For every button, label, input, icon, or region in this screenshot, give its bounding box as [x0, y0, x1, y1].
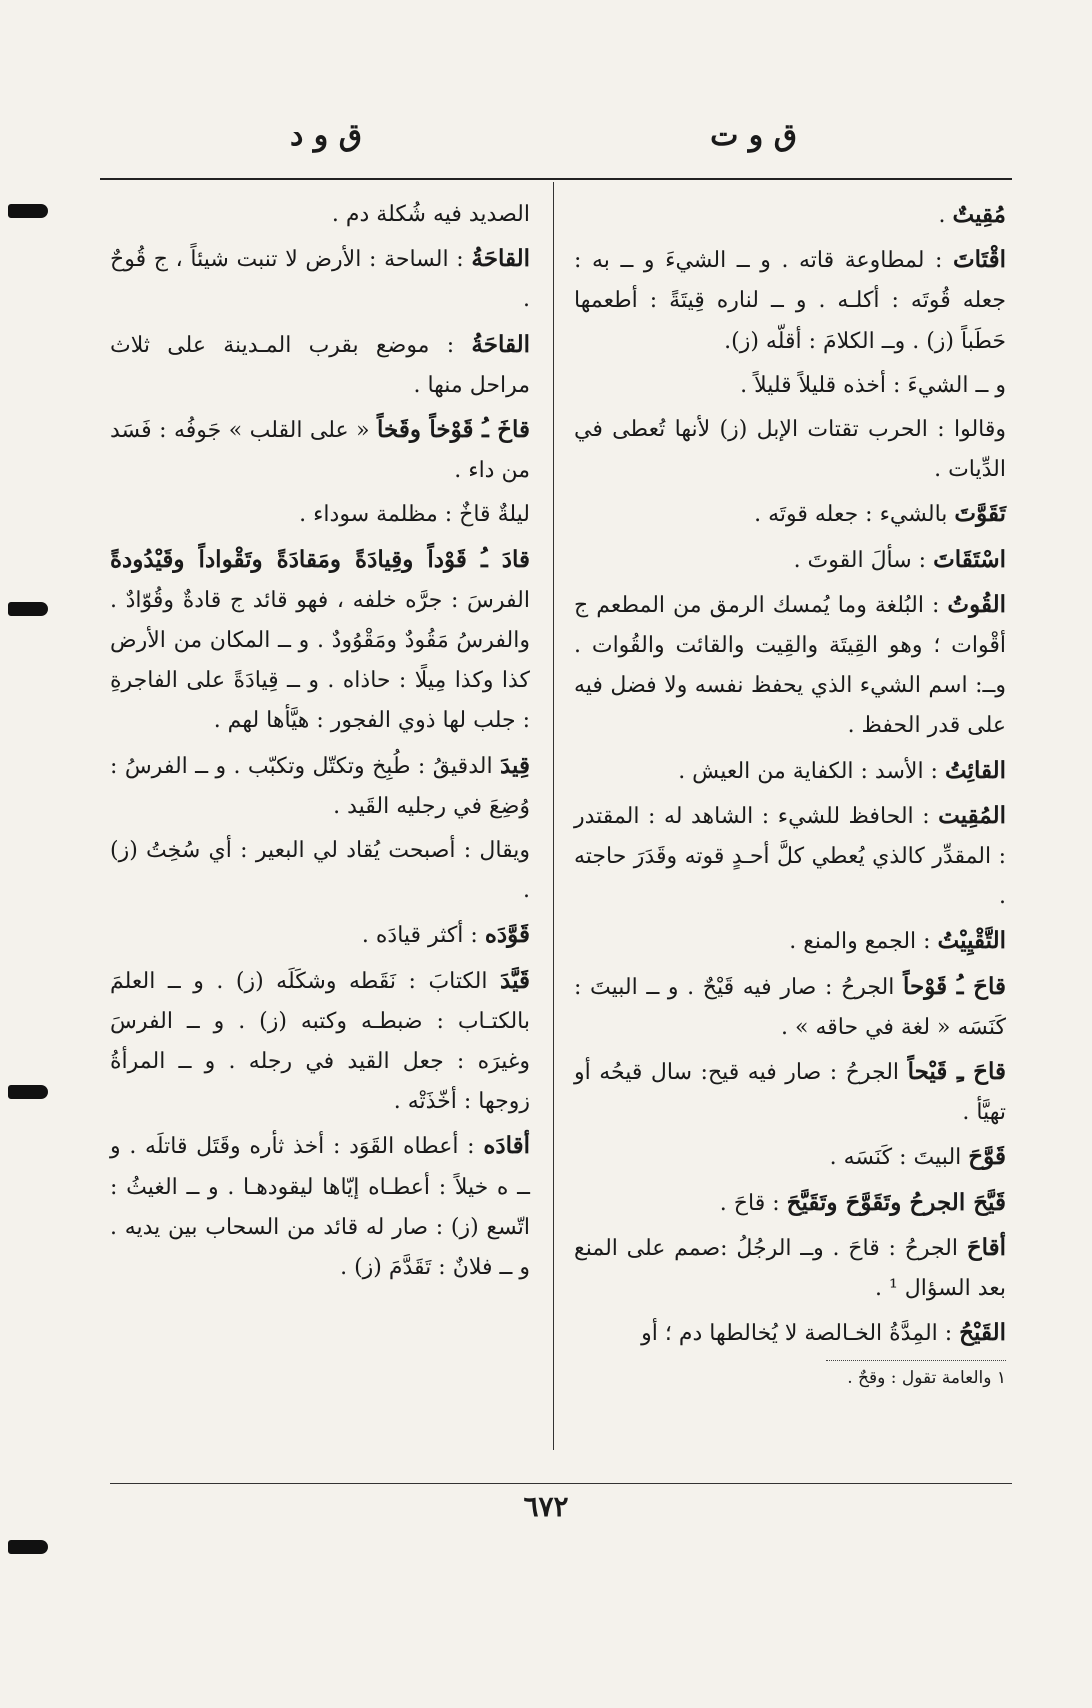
entry-definition: : الساحة : الأرض لا تنبت شيئاً ، ج قُوحٌ .: [110, 247, 530, 313]
entry-headword: اقْتَاتَ: [953, 246, 1006, 274]
entry-definition: : الجمع والمنع .: [789, 929, 931, 955]
entry-headword: قِيدَ: [499, 751, 530, 779]
entry-definition: « على القلب » جَوفُه : فَسَد من داء .: [110, 418, 530, 484]
entry-headword: القاحَةُ: [471, 330, 530, 358]
dictionary-entry: [574, 796, 1006, 918]
entry-definition: : المِدَّةُ الخـالصة لا يُخالطها دم ؛ أو: [641, 1321, 953, 1347]
footnote-rule: [826, 1360, 1006, 1361]
entry-definition: ويقال : أصبحت يُقاد لي البعير : أي سُخِتُ (ز) .: [110, 838, 530, 904]
entry-headword: قاحَ ـِ قَيْحاً: [907, 1058, 1006, 1086]
entry-definition: : موضع بقرب المـدينة على ثلاث مراحل منها .: [110, 332, 530, 398]
dictionary-entry: [574, 540, 1006, 581]
dictionary-entry: [574, 585, 1006, 747]
entry-headword: تَقَوَّتَ: [954, 500, 1006, 528]
entry-definition: الجرحُ : صار فيه قيح: سال قيحُه أو تهيَّأ .: [574, 1060, 1006, 1126]
entry-definition: : قاحَ .: [719, 1190, 780, 1216]
entry-headword: التَّقْيِيْتُ: [937, 927, 1006, 955]
footer-rule: [110, 1483, 1012, 1484]
entry-definition: : لمطاوعة قاته . و ــ الشيءَ و ــ به : جعله قُوتَه : أكلـه . و ــ لناره قِيتَةً : أطعمها حَطَباً (ز) . وــ الكلامَ : أقلّه (ز).: [574, 248, 1006, 354]
header-root-right: ق و ت: [710, 118, 797, 153]
entry-headword: قَوَّحَ: [968, 1143, 1006, 1171]
dictionary-entry: [110, 961, 530, 1123]
entry-headword: مُقِيتٌ: [952, 201, 1006, 228]
entry-definition: الجرحُ : صار فيه قَيْحٌ . و ــ البيتَ : كَنَسَه « لغة في حاقه » .: [574, 974, 1006, 1040]
entry-headword: قَيَّدَ: [500, 966, 531, 994]
dictionary-entry: [574, 494, 1006, 535]
dictionary-entry: [110, 495, 530, 535]
entry-definition: بالشيء : جعله قوتَه .: [754, 502, 948, 528]
entry-definition: .: [938, 203, 946, 228]
dictionary-entry: [574, 240, 1006, 362]
entry-definition: الكتابَ : نَقَطه وشكَلَه (ز) . و ــ العلمَ بالكتـاب : ضبطـه وكتبه (ز) . و ــ الفرسَ وغيرَه : جعل القيد في رجله . و ــ المرأةُ زوجها : أخّذَتْه .: [110, 968, 530, 1115]
running-header: [100, 118, 992, 168]
dictionary-entry: [110, 410, 530, 491]
dictionary-entry: [110, 1126, 530, 1288]
left-column: [110, 195, 530, 1445]
dictionary-entry: [574, 751, 1006, 792]
entry-definition: : أعطاه القَوَد : أخذ ثأره وقَتَل قاتلَه . و ــ ه خيلاً : أعطـاه إيّاها ليقودهـا . و ــ الغيثُ : اتّسع (ز) : صار له قائد من السحاب بين يديه . و ــ فلانٌ : تَقَدَّمَ (ز) .: [110, 1134, 530, 1281]
entry-definition: : الأسد : الكفاية من العيش .: [678, 758, 938, 784]
dictionary-entry: [574, 410, 1006, 490]
column-divider: [553, 182, 554, 1450]
header-rule: [100, 178, 1012, 180]
margin-mark: [8, 1540, 48, 1554]
entry-definition: : الحافظ للشيء : الشاهد له : المقتدر : المقدِّر كالذي يُعطي كلَّ أحـدٍ قوته وقَدَرَ حاجته .: [574, 803, 1006, 910]
dictionary-entry: [574, 921, 1006, 962]
dictionary-entry: [110, 540, 530, 742]
entry-headword: قاحَ ـُ قَوْحاً: [903, 972, 1006, 1000]
entry-definition: الصديد فيه شُكلة دم .: [331, 202, 530, 227]
dictionary-entry: [110, 746, 530, 827]
dictionary-entry: [574, 967, 1006, 1048]
entry-headword: أقادَه: [483, 1132, 530, 1160]
margin-mark: [8, 1085, 48, 1099]
entry-headword: القُوتُ: [947, 590, 1006, 618]
entry-headword: القائِتُ: [944, 756, 1006, 784]
entry-headword: اسْتَقَاتَ: [933, 545, 1006, 573]
entry-definition: : سألَ القوتَ .: [793, 547, 927, 573]
right-column: [574, 195, 1006, 1445]
entry-definition: ليلةٌ قاخٌ : مظلمة سوداء .: [299, 502, 530, 528]
entry-headword: القاحَةُ: [471, 245, 530, 273]
entry-definition: وقالوا : الحرب تقتات الإبل (ز) لأنها تُعطى في الدِّيات .: [574, 417, 1006, 483]
entry-definition: : أكثر قيادَه .: [361, 923, 478, 949]
dictionary-entry: [574, 1228, 1006, 1309]
dictionary-entry: [110, 831, 530, 911]
dictionary-entry: [574, 195, 1006, 236]
entry-definition: و ــ الشيءَ : أخذه قليلاً قليلاً .: [740, 372, 1006, 398]
page-number: ٦٧٢: [523, 1490, 569, 1523]
dictionary-entry: [110, 915, 530, 956]
entry-headword: قَيَّحَ الجرحُ وتَقَوَّحَ وتَقَيَّحَ: [786, 1188, 1006, 1216]
entry-definition: البيتَ : كَنَسَه .: [829, 1145, 962, 1171]
dictionary-entry: [574, 366, 1006, 406]
entry-headword: أقاحَ: [966, 1233, 1006, 1261]
entry-definition: الدقيقُ : طُبِخ وتكتّل وتكبّب . و ــ الفرسُ : وُضِعَ في رجليه القَيد .: [110, 753, 530, 819]
entry-headword: قادَ ـُ قَوْداً وقِيادَةً ومَقادَةً وتَقْواداً وقَيْدُودةً: [110, 545, 530, 573]
dictionary-entry: [110, 325, 530, 406]
footnote: ١ والعامة تقول : وقحٌ .: [847, 1368, 1006, 1389]
entry-definition: الجرحُ : قاحَ . وــ الرجُلُ :صمم على المنع بعد السؤال ¹ .: [574, 1235, 1006, 1302]
entry-headword: القَيْحُ: [959, 1319, 1006, 1347]
dictionary-entry: [574, 1052, 1006, 1133]
entry-headword: المُقِيت: [938, 801, 1006, 829]
header-root-left: ق و د: [290, 118, 363, 153]
entry-headword: قَوَّدَه: [484, 921, 530, 949]
dictionary-entry: [110, 239, 530, 320]
entry-definition: : البُلغة وما يُمسك الرمق من المطعم ج أقْوات ؛ وهو القِيتَة والقِيت والقائت والقُوات . وــ: اسم الشيء الذي يحفظ نفسه ولا فضل فيه على قدر الحفظ .: [574, 592, 1006, 739]
dictionary-entry: [110, 195, 530, 235]
entry-definition: الفرسَ : جرَّه خلفه ، فهو قائد ج قادةٌ وقُوّادٌ . والفرسُ مَقُودٌ ومَقْوُودٌ . و ــ المكان من الأرض كذا وكذا مِيلًا : حاذاه . و ــ قِيادَةً على الفاجرةِ : جلب لها ذوي الفجور : هيَّأها لهم .: [110, 587, 530, 734]
dictionary-entry: [574, 1137, 1006, 1178]
dictionary-entry: [574, 1183, 1006, 1224]
entry-headword: قاخَ ـُ قَوْخاً وقَخاً: [376, 416, 530, 444]
dictionary-entry: [574, 1313, 1006, 1354]
margin-mark: [8, 204, 48, 218]
margin-mark: [8, 602, 48, 616]
